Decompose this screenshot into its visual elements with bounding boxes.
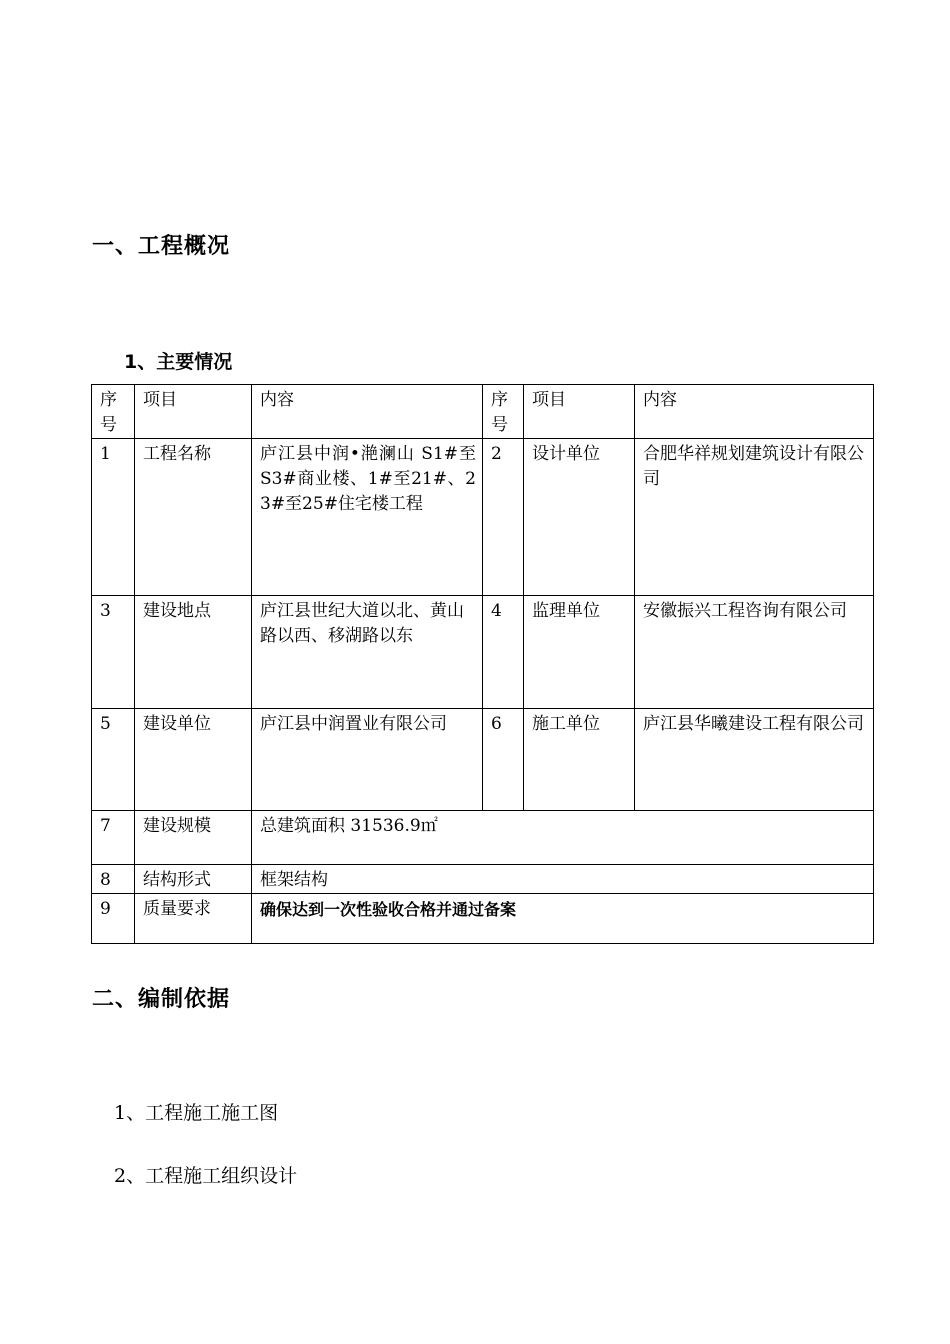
cell-content-wide: 框架结构 xyxy=(252,865,874,894)
subsection-title-main-info: 1、主要情况 xyxy=(124,351,233,373)
cell-item: 工程名称 xyxy=(135,439,252,596)
cell-content: 庐江县世纪大道以北、黄山路以西、移湖路以东 xyxy=(252,596,483,709)
cell-content-wide: 总建筑面积 31536.9㎡ xyxy=(252,811,874,865)
table-row xyxy=(92,894,874,944)
cell-seq: 7 xyxy=(92,811,135,865)
cell-item-2: 监理单位 xyxy=(524,596,635,709)
header-item: 项目 xyxy=(135,385,252,439)
header-content: 内容 xyxy=(252,385,483,439)
cell-seq: 9 xyxy=(92,894,135,944)
cell-content-2: 安徽振兴工程咨询有限公司 xyxy=(635,596,874,709)
header-content-2: 内容 xyxy=(635,385,874,439)
cell-seq: 3 xyxy=(92,596,135,709)
section-title-overview: 一、工程概况 xyxy=(92,234,231,259)
cell-content-2: 合肥华祥规划建筑设计有限公司 xyxy=(635,439,874,596)
table-row xyxy=(92,709,874,811)
cell-seq: 1 xyxy=(92,439,135,596)
section-title-basis: 二、编制依据 xyxy=(92,987,231,1012)
cell-content: 庐江县中润•滟澜山 S1#至 S3#商业楼、1#至21#、23#至25#住宅楼工程 xyxy=(252,439,483,596)
table-row xyxy=(92,811,874,865)
project-info-table xyxy=(91,384,874,944)
table-row xyxy=(92,596,874,709)
cell-item-2: 设计单位 xyxy=(524,439,635,596)
cell-seq-2: 4 xyxy=(483,596,524,709)
cell-item: 质量要求 xyxy=(135,894,252,944)
header-item-2: 项目 xyxy=(524,385,635,439)
cell-seq: 8 xyxy=(92,865,135,894)
cell-seq-2: 6 xyxy=(483,709,524,811)
cell-content: 庐江县中润置业有限公司 xyxy=(252,709,483,811)
table-row xyxy=(92,439,874,596)
table-header-row xyxy=(92,385,874,439)
cell-item: 建设规模 xyxy=(135,811,252,865)
cell-content-2: 庐江县华曦建设工程有限公司 xyxy=(635,709,874,811)
cell-item: 建设地点 xyxy=(135,596,252,709)
cell-item: 建设单位 xyxy=(135,709,252,811)
header-seq: 序号 xyxy=(92,385,135,439)
cell-seq-2: 2 xyxy=(483,439,524,596)
cell-item: 结构形式 xyxy=(135,865,252,894)
basis-item: 2、工程施工组织设计 xyxy=(114,1165,298,1187)
basis-item: 1、工程施工施工图 xyxy=(114,1102,279,1124)
header-seq-2: 序号 xyxy=(483,385,524,439)
cell-item-2: 施工单位 xyxy=(524,709,635,811)
cell-seq: 5 xyxy=(92,709,135,811)
cell-content-wide: 确保达到一次性验收合格并通过备案 xyxy=(252,894,874,944)
table-row xyxy=(92,865,874,894)
